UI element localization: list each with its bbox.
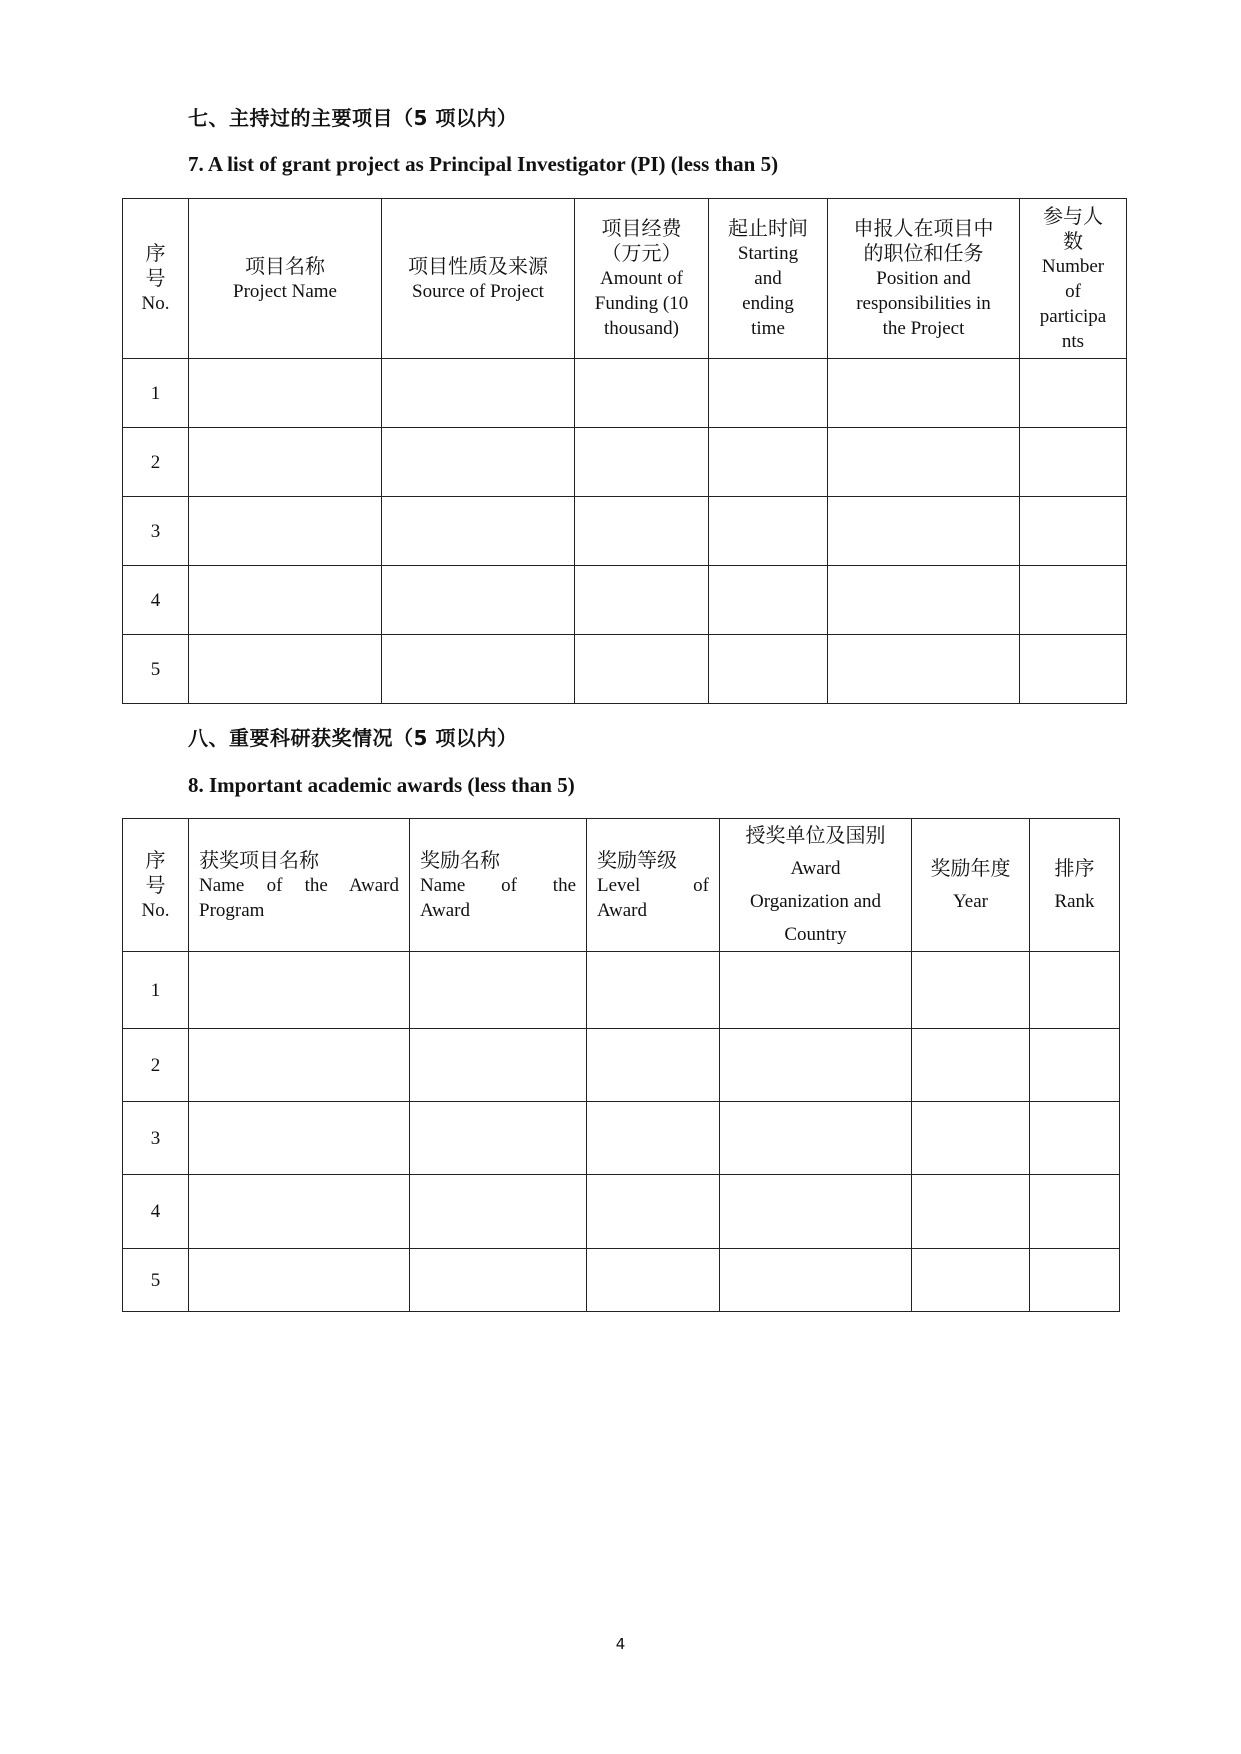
participants-cell[interactable] (1020, 635, 1127, 704)
rank-cell[interactable] (1030, 1029, 1120, 1102)
row-number: 3 (123, 1102, 189, 1175)
project-name-cell[interactable] (189, 635, 382, 704)
header-project-name: 项目名称 Project Name (189, 199, 382, 359)
row-number: 4 (123, 1175, 189, 1249)
time-cell[interactable] (709, 635, 828, 704)
award-organization-cell[interactable] (720, 1029, 912, 1102)
award-program-cell[interactable] (189, 1175, 410, 1249)
project-name-cell[interactable] (189, 359, 382, 428)
project-name-cell[interactable] (189, 566, 382, 635)
table-row (123, 635, 1127, 704)
position-cell[interactable] (828, 635, 1020, 704)
row-number: 1 (123, 952, 189, 1029)
award-name-cell[interactable] (410, 952, 587, 1029)
award-program-cell[interactable] (189, 952, 410, 1029)
table-row (123, 428, 1127, 497)
participants-cell[interactable] (1020, 359, 1127, 428)
rank-cell[interactable] (1030, 1175, 1120, 1249)
award-level-cell[interactable] (587, 952, 720, 1029)
section8-heading-cn: 八、重要科研获奖情况（5 项以内） (188, 726, 518, 750)
grant-projects-table (122, 198, 1127, 704)
funding-cell[interactable] (575, 635, 709, 704)
row-number: 3 (123, 497, 189, 566)
award-year-cell[interactable] (912, 1029, 1030, 1102)
table-row (123, 566, 1127, 635)
project-name-cell[interactable] (189, 497, 382, 566)
header-award-program: 获奖项目名称 Name of the Award Program (189, 819, 410, 952)
project-source-cell[interactable] (382, 497, 575, 566)
header-no: 序 号 No. (123, 819, 189, 952)
time-cell[interactable] (709, 566, 828, 635)
participants-cell[interactable] (1020, 428, 1127, 497)
project-name-cell[interactable] (189, 428, 382, 497)
award-organization-cell[interactable] (720, 1175, 912, 1249)
table-header-row (123, 199, 1127, 359)
header-position: 申报人在项目中 的职位和任务 Position and responsibilities in the Project (828, 199, 1020, 359)
rank-cell[interactable] (1030, 1249, 1120, 1312)
header-award-year: 奖励年度 Year (912, 819, 1030, 952)
time-cell[interactable] (709, 359, 828, 428)
header-rank: 排序 Rank (1030, 819, 1120, 952)
header-project-source: 项目性质及来源 Source of Project (382, 199, 575, 359)
award-level-cell[interactable] (587, 1249, 720, 1312)
award-name-cell[interactable] (410, 1175, 587, 1249)
funding-cell[interactable] (575, 359, 709, 428)
award-organization-cell[interactable] (720, 952, 912, 1029)
row-number: 4 (123, 566, 189, 635)
table-header-row (123, 819, 1120, 952)
header-award-organization: 授奖单位及国别 Award Organization and Country (720, 819, 912, 952)
row-number: 2 (123, 428, 189, 497)
row-number: 1 (123, 359, 189, 428)
rank-cell[interactable] (1030, 952, 1120, 1029)
award-level-cell[interactable] (587, 1175, 720, 1249)
row-number: 5 (123, 1249, 189, 1312)
table-row (123, 1249, 1120, 1312)
award-year-cell[interactable] (912, 1102, 1030, 1175)
header-time: 起止时间 Starting and ending time (709, 199, 828, 359)
row-number: 5 (123, 635, 189, 704)
project-source-cell[interactable] (382, 566, 575, 635)
time-cell[interactable] (709, 428, 828, 497)
position-cell[interactable] (828, 428, 1020, 497)
academic-awards-table (122, 818, 1120, 1312)
project-source-cell[interactable] (382, 428, 575, 497)
participants-cell[interactable] (1020, 497, 1127, 566)
position-cell[interactable] (828, 566, 1020, 635)
table-row (123, 1029, 1120, 1102)
header-award-level: 奖励等级 Level of Award (587, 819, 720, 952)
header-funding: 项目经费 （万元） Amount of Funding (10 thousand) (575, 199, 709, 359)
header-award-name: 奖励名称 Name of the Award (410, 819, 587, 952)
project-source-cell[interactable] (382, 635, 575, 704)
header-participants: 参与人 数 Number of participa nts (1020, 199, 1127, 359)
section8-heading-en: 8. Important academic awards (less than 5) (188, 773, 575, 797)
award-year-cell[interactable] (912, 952, 1030, 1029)
participants-cell[interactable] (1020, 566, 1127, 635)
project-source-cell[interactable] (382, 359, 575, 428)
funding-cell[interactable] (575, 566, 709, 635)
award-name-cell[interactable] (410, 1102, 587, 1175)
award-program-cell[interactable] (189, 1249, 410, 1312)
table-row (123, 359, 1127, 428)
section7-heading-cn: 七、主持过的主要项目（5 项以内） (188, 106, 518, 130)
row-number: 2 (123, 1029, 189, 1102)
table-row (123, 497, 1127, 566)
rank-cell[interactable] (1030, 1102, 1120, 1175)
award-organization-cell[interactable] (720, 1249, 912, 1312)
award-program-cell[interactable] (189, 1102, 410, 1175)
funding-cell[interactable] (575, 428, 709, 497)
award-name-cell[interactable] (410, 1029, 587, 1102)
page-number: 4 (615, 1635, 626, 1653)
time-cell[interactable] (709, 497, 828, 566)
award-year-cell[interactable] (912, 1249, 1030, 1312)
award-organization-cell[interactable] (720, 1102, 912, 1175)
position-cell[interactable] (828, 497, 1020, 566)
award-program-cell[interactable] (189, 1029, 410, 1102)
header-no: 序 号 No. (123, 199, 189, 359)
award-name-cell[interactable] (410, 1249, 587, 1312)
funding-cell[interactable] (575, 497, 709, 566)
award-level-cell[interactable] (587, 1029, 720, 1102)
table-row (123, 1175, 1120, 1249)
section7-heading-en: 7. A list of grant project as Principal Investigator (PI) (less than 5) (188, 152, 779, 176)
table-row (123, 1102, 1120, 1175)
award-year-cell[interactable] (912, 1175, 1030, 1249)
table-row (123, 952, 1120, 1029)
position-cell[interactable] (828, 359, 1020, 428)
award-level-cell[interactable] (587, 1102, 720, 1175)
